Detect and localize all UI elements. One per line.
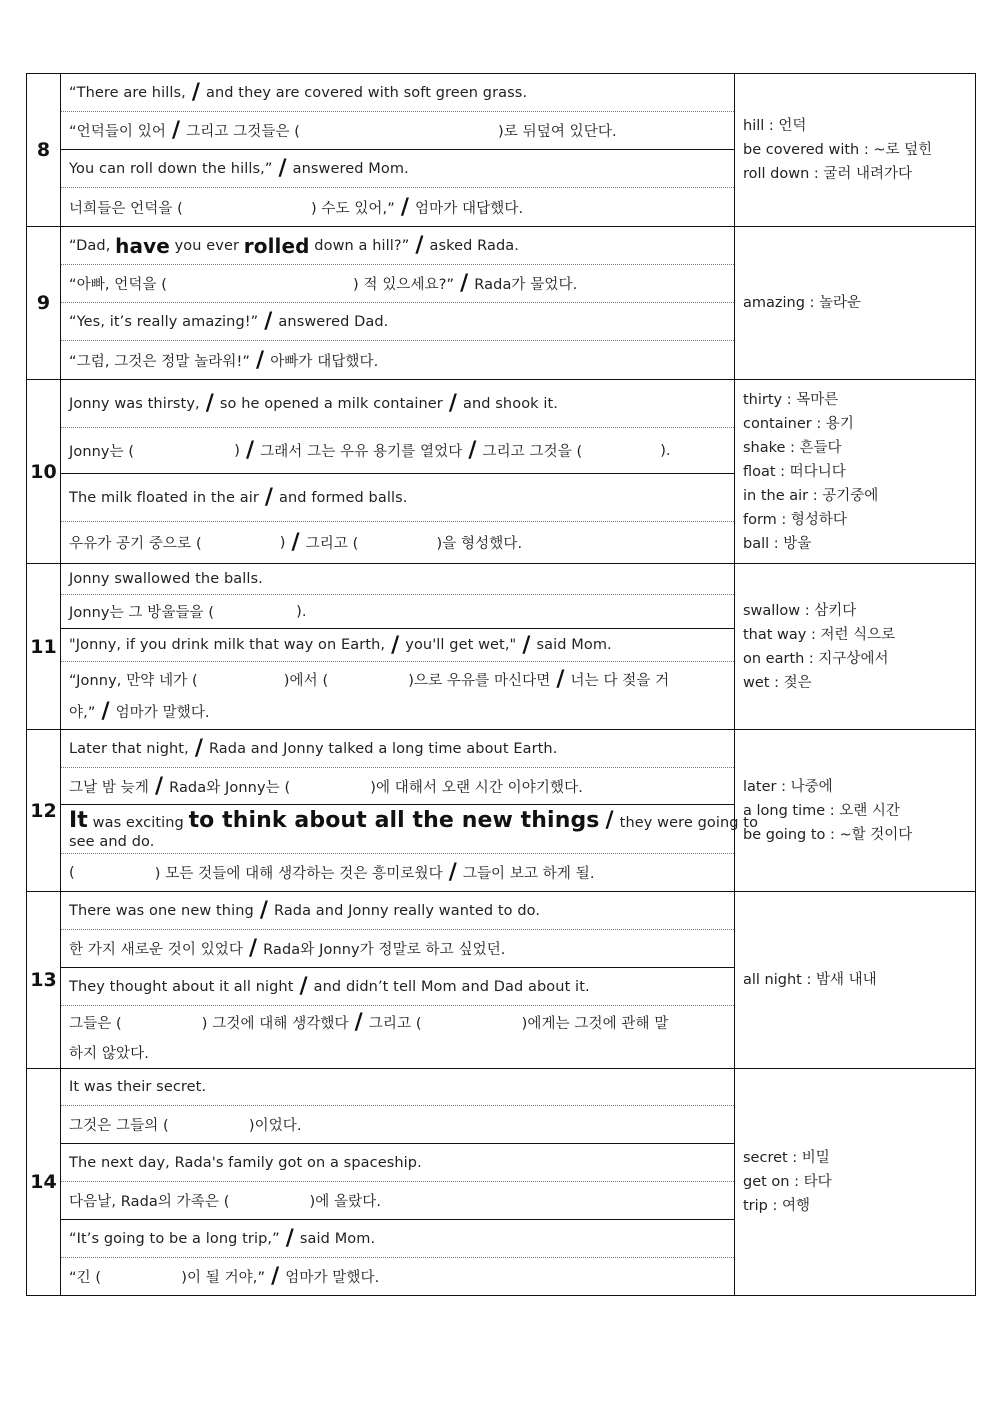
worksheet-table <box>26 73 976 1296</box>
text-segment: 그리고 ( <box>305 536 359 552</box>
slash-separator: / <box>259 898 268 923</box>
text-segment: 엄마가 말했다. <box>285 1270 380 1286</box>
slash-separator: / <box>245 438 255 463</box>
slash-separator: / <box>194 736 203 761</box>
vocab-item: roll down : 굴러 내려가다 <box>743 166 913 182</box>
text-segment: “언덕들이 있어 <box>69 124 166 140</box>
text-segment: and didn’t tell Mom and Dad about it. <box>313 978 590 995</box>
english-line <box>61 564 734 595</box>
vocab-item: later : 나중에 <box>743 778 833 795</box>
text-segment: ) 그것에 대해 생각했다 <box>201 1015 349 1032</box>
slash-separator: / <box>205 391 214 416</box>
english-line <box>61 1069 734 1106</box>
vocab-item: float : 떠다니다 <box>743 463 846 480</box>
text-segment: and they are covered with soft green grass. <box>206 84 528 101</box>
korean-line <box>61 1182 734 1220</box>
korean-line <box>61 1006 734 1068</box>
english-line <box>61 303 734 341</box>
text-segment: The milk floated in the air <box>69 489 259 506</box>
text-segment: 그들이 보고 하게 될. <box>462 866 595 882</box>
text-segment: 하지 않았다. <box>69 1045 149 1062</box>
english-line <box>61 629 734 662</box>
sentence-row-10 <box>27 380 976 564</box>
row-number: 14 <box>27 1069 61 1296</box>
text-segment: )에 대해서 오랜 시간 이야기했다. <box>370 779 583 796</box>
text-segment: “Dad, <box>69 237 111 254</box>
slash-separator: / <box>278 156 287 181</box>
text-segment: ). <box>660 442 671 459</box>
text-segment: 우유가 공기 중으로 ( <box>69 536 202 552</box>
text-segment: and shook it. <box>462 395 558 412</box>
text-segment: and formed balls. <box>279 489 408 506</box>
text-segment: Jonny는 그 방울들을 ( <box>69 605 215 621</box>
vocab-item: hill : 언덕 <box>743 118 807 134</box>
text-segment: The next day, Rada's family got on a spaceship. <box>69 1154 422 1171</box>
korean-line <box>61 1258 734 1295</box>
text-segment: Rada and Jonny talked a long time about Earth. <box>208 740 558 757</box>
english-line <box>61 968 734 1006</box>
text-segment: Rada와 Jonny가 정말로 하고 싶었던. <box>263 942 506 958</box>
text-segment: “그럼, 그것은 정말 놀라워!” <box>69 353 251 370</box>
text-segment: you ever <box>174 237 240 254</box>
vocab-item: shake : 흔들다 <box>743 439 842 456</box>
row-number: 12 <box>27 730 61 892</box>
text-segment: Jonny swallowed the balls. <box>69 571 263 587</box>
slash-separator: / <box>264 485 274 510</box>
text-segment: 다음날, Rada의 가족은 ( <box>69 1194 230 1210</box>
text-segment: they were going to <box>619 815 759 831</box>
vocab-item: get on : 타다 <box>743 1174 832 1190</box>
text-segment: down a hill?” <box>314 237 410 254</box>
vocab-cell <box>735 227 976 380</box>
english-line <box>61 150 734 188</box>
korean-line <box>61 341 734 379</box>
text-segment: There was one new thing <box>69 902 254 919</box>
emphasis-word: It <box>69 808 88 833</box>
sentence-row-13 <box>27 892 976 1069</box>
sentence-row-9 <box>27 227 976 380</box>
english-line <box>61 474 734 522</box>
sentence-cell <box>61 380 735 564</box>
korean-line <box>61 428 734 474</box>
text-segment: Rada가 물었다. <box>474 277 578 293</box>
slash-separator: / <box>460 271 469 296</box>
slash-separator: / <box>249 936 258 961</box>
text-segment: 그리고 ( <box>368 1015 422 1032</box>
slash-separator: / <box>391 632 400 658</box>
text-segment: ( <box>69 864 75 881</box>
text-segment: Rada and Jonny really wanted to do. <box>273 902 541 919</box>
sentence-cell <box>61 892 735 1069</box>
text-segment: “Jonny, 만약 네가 ( <box>69 673 198 689</box>
text-segment: ) 모든 것들에 대해 생각하는 것은 흥미로웠다 <box>154 866 443 882</box>
korean-line <box>61 662 734 729</box>
text-segment: "Jonny, if you drink milk that way on Earth, <box>69 637 386 653</box>
text-segment: “아빠, 언덕을 ( <box>69 277 168 293</box>
text-segment: 그것은 그들의 ( <box>69 1118 169 1134</box>
row-number: 8 <box>27 74 61 227</box>
english-line <box>61 227 734 265</box>
korean-line <box>61 854 734 891</box>
slash-separator: / <box>285 1226 294 1251</box>
row-number: 9 <box>27 227 61 380</box>
slash-separator: / <box>271 1264 280 1289</box>
korean-line <box>61 768 734 805</box>
vocab-cell <box>735 74 976 227</box>
text-segment: )에게는 그것에 관해 말 <box>521 1015 669 1032</box>
text-segment: “긴 ( <box>69 1270 102 1286</box>
text-segment: 너는 다 젖을 거 <box>570 673 670 689</box>
slash-separator: / <box>354 1009 363 1035</box>
korean-line <box>61 112 734 150</box>
english-line <box>61 74 734 112</box>
text-segment: )에 올랐다. <box>309 1194 382 1210</box>
text-segment: Later that night, <box>69 740 189 757</box>
sentence-row-8 <box>27 74 976 227</box>
vocab-cell <box>735 892 976 1069</box>
korean-line <box>61 188 734 226</box>
text-segment: )이 될 거야,” <box>181 1270 266 1286</box>
emphasis-phrase: to think about all the new things <box>188 808 600 833</box>
korean-line <box>61 595 734 629</box>
text-segment: It was their secret. <box>69 1079 207 1095</box>
text-segment: 그날 밤 늦게 <box>69 779 149 796</box>
row-number: 11 <box>27 564 61 730</box>
text-segment: Jonny was thirsty, <box>69 395 200 412</box>
slash-separator: / <box>522 632 531 658</box>
slash-separator: / <box>264 309 273 334</box>
text-segment: said Mom. <box>299 1230 376 1247</box>
text-segment: ) <box>279 534 286 551</box>
text-segment: )을 형성했다. <box>436 536 523 552</box>
vocab-item: all night : 밤새 내내 <box>743 972 877 988</box>
row-number: 10 <box>27 380 61 564</box>
vocab-item: thirty : 목마른 <box>743 391 839 408</box>
row-number: 13 <box>27 892 61 1069</box>
sentence-cell <box>61 227 735 380</box>
korean-line <box>61 1106 734 1144</box>
text-segment: )로 뒤덮여 있단다. <box>498 124 617 140</box>
text-segment: )에서 ( <box>283 673 329 689</box>
text-segment: ) 적 있으세요?” <box>353 277 455 293</box>
slash-separator: / <box>191 80 200 105</box>
text-segment: 그리고 그것을 ( <box>482 444 583 460</box>
vocab-item: be going to : ~할 것이다 <box>743 826 913 843</box>
sentence-row-11 <box>27 564 976 730</box>
text-segment: 그들은 ( <box>69 1015 122 1032</box>
text-segment: 야,” <box>69 705 96 721</box>
text-segment: 엄마가 대답했다. <box>415 200 524 217</box>
text-segment: “Yes, it’s really amazing!” <box>69 313 259 330</box>
english-line <box>61 1220 734 1258</box>
emphasis-word: have <box>115 233 170 258</box>
slash-separator: / <box>556 667 565 692</box>
text-segment: said Mom. <box>536 637 612 653</box>
text-segment: 너희들은 언덕을 ( <box>69 200 183 217</box>
text-segment: ) <box>234 442 240 459</box>
vocab-item: be covered with : ~로 덮힌 <box>743 142 933 158</box>
slash-separator: / <box>415 233 424 258</box>
text-segment: 그리고 그것들은 ( <box>186 124 301 140</box>
text-segment: Rada와 Jonny는 ( <box>169 779 291 796</box>
vocab-item: container : 용기 <box>743 415 854 432</box>
vocab-cell <box>735 730 976 892</box>
vocab-item: that way : 저런 식으로 <box>743 626 896 643</box>
slash-separator: / <box>171 118 181 143</box>
text-segment: “It’s going to be a long trip,” <box>69 1230 280 1247</box>
text-segment: ) 수도 있어,” <box>310 200 395 217</box>
korean-line <box>61 265 734 303</box>
vocab-cell <box>735 380 976 564</box>
text-segment: 그래서 그는 우유 용기를 열었다 <box>260 444 463 460</box>
text-segment: was exciting <box>92 815 184 831</box>
sentence-cell <box>61 74 735 227</box>
text-segment: answered Mom. <box>292 160 409 177</box>
slash-separator: / <box>400 194 410 220</box>
text-segment: “There are hills, <box>69 84 186 101</box>
sentence-cell <box>61 730 759 892</box>
vocab-item: amazing : 놀라운 <box>743 295 862 311</box>
sentence-row-14 <box>27 1069 976 1296</box>
vocab-item: form : 형성하다 <box>743 511 847 528</box>
korean-line <box>61 522 734 563</box>
emphasis-word: rolled <box>243 233 310 258</box>
english-line <box>61 1144 734 1182</box>
text-segment: answered Dad. <box>278 313 389 330</box>
vocab-item: wet : 젖은 <box>743 674 812 691</box>
text-segment: 한 가지 새로운 것이 있었다 <box>69 942 244 958</box>
english-line <box>61 380 734 428</box>
text-segment: You can roll down the hills,” <box>69 160 273 177</box>
text-segment: ). <box>296 603 307 620</box>
slash-separator: / <box>468 438 477 463</box>
english-line <box>61 892 734 930</box>
text-segment: 엄마가 말했다. <box>115 705 210 721</box>
vocab-cell <box>735 1069 976 1296</box>
slash-separator: / <box>256 347 265 373</box>
slash-separator: / <box>101 699 110 724</box>
text-segment: see and do. <box>69 834 155 850</box>
vocab-item: trip : 여행 <box>743 1198 810 1214</box>
text-segment: you'll get wet," <box>405 637 517 653</box>
text-segment: Jonny는 ( <box>69 444 135 460</box>
text-segment: )으로 우유를 마신다면 <box>408 673 551 689</box>
english-line <box>61 730 734 768</box>
korean-line <box>61 930 734 968</box>
vocab-item: ball : 방울 <box>743 535 812 552</box>
vocab-item: swallow : 삼키다 <box>743 602 857 619</box>
sentence-cell <box>61 564 735 730</box>
slash-separator: / <box>605 808 614 833</box>
slash-separator: / <box>154 773 164 799</box>
sentence-row-12 <box>27 730 976 892</box>
slash-separator: / <box>448 860 457 885</box>
slash-separator: / <box>448 391 457 416</box>
text-segment: so he opened a milk container <box>219 395 443 412</box>
slash-separator: / <box>291 530 300 555</box>
text-segment: asked Rada. <box>429 237 519 254</box>
slash-separator: / <box>299 974 308 999</box>
vocab-item: in the air : 공기중에 <box>743 487 879 504</box>
vocab-cell <box>735 564 976 730</box>
text-segment: They thought about it all night <box>69 978 294 995</box>
text-segment: 아빠가 대답했다. <box>270 353 379 370</box>
vocab-item: a long time : 오랜 시간 <box>743 802 900 819</box>
text-segment: )이었다. <box>248 1118 302 1134</box>
english-line <box>61 805 759 854</box>
vocab-item: secret : 비밀 <box>743 1150 830 1166</box>
vocab-item: on earth : 지구상에서 <box>743 650 889 667</box>
sentence-cell <box>61 1069 735 1296</box>
